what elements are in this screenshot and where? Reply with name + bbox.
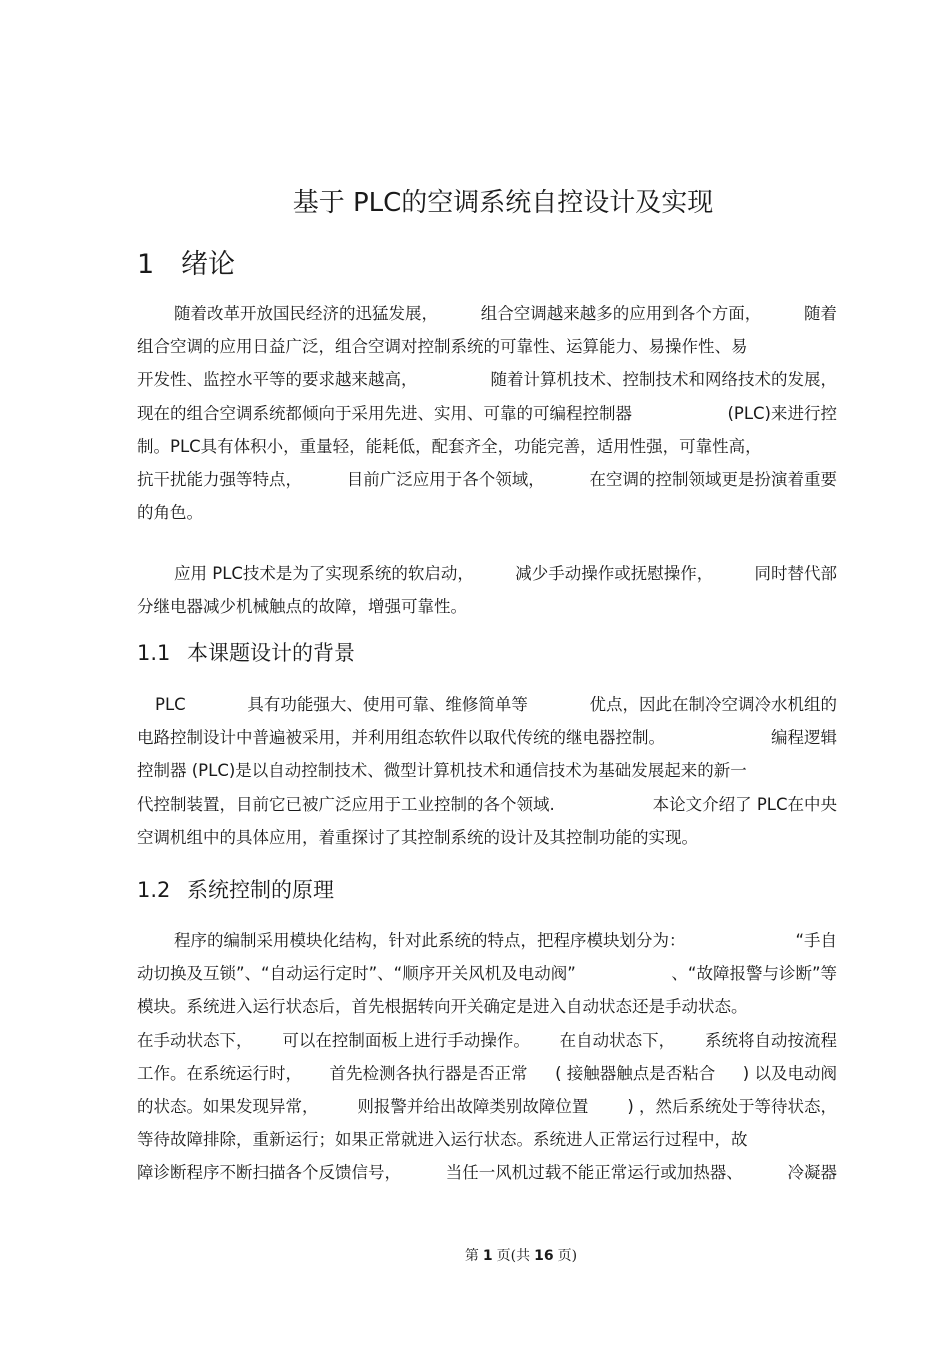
paragraph-line: 等待故障排除，重新运行；如果正常就进入运行状态。系统进人正常运行过程中，故	[137, 1130, 748, 1150]
paragraph-line: 组合空调的应用日益广泛，组合空调对控制系统的可靠性、运算能力、易操作性、易	[137, 337, 748, 357]
paragraph-line: 随着改革开放国民经济的迅猛发展， 组合空调越来越多的应用到各个方面， 随着	[174, 304, 837, 323]
paragraph-line: 代控制装置，目前它已被广泛应用于工业控制的各个领域. 本论文介绍了 PLC在中央	[137, 794, 837, 814]
paragraph-line: 程序的编制采用模块化结构，针对此系统的特点，把程序模块划分为： “手自	[174, 931, 837, 950]
paragraph-line: 工作。在系统运行时， 首先检测各执行器是否正常 ( 接触器触点是否粘合 ) 以及电动阀	[137, 1063, 837, 1083]
paragraph-line: PLC 具有功能强大、使用可靠、维修简单等 优点，因此在制冷空调冷水机组的	[155, 695, 837, 714]
paragraph-line: 模块。系统进入运行状态后，首先根据转向开关确定是进入自动状态还是手动状态。	[137, 997, 748, 1017]
chapter-number: 1	[137, 249, 155, 280]
paragraph-line: 电路控制设计中普遍被采用，并利用组态软件以取代传统的继电器控制。 编程逻辑	[137, 728, 837, 748]
page-number: 1	[482, 1248, 493, 1264]
paragraph-line: 的角色。	[137, 503, 203, 523]
paragraph-line: 障诊断程序不断扫描各个反馈信号， 当任一风机过载不能正常运行或加热器、 冷凝器	[137, 1163, 837, 1183]
page-total: 16	[534, 1248, 554, 1264]
section-heading-1-1	[137, 636, 355, 670]
paragraph-line: 动切换及互锁”、“自动运行定时”、“顺序开关风机及电动阀” 、“故障报警与诊断”等	[137, 964, 837, 984]
section-heading-1-2	[137, 873, 334, 907]
chapter-heading	[137, 245, 235, 285]
chapter-title: 绪论	[181, 249, 235, 280]
paragraph-line: 制。PLC具有体积小，重量轻，能耗低，配套齐全，功能完善，适用性强，可靠性高，	[137, 436, 762, 456]
document-title: 基于 PLC的空调系统自控设计及实现	[292, 188, 714, 218]
page-footer: 第 1 页(共 16 页)	[464, 1248, 578, 1264]
paragraph-line: 抗干扰能力强等特点， 目前广泛应用于各个领域， 在空调的控制领域更是扮演着重要	[137, 469, 837, 489]
paragraph-line: 控制器 (PLC)是以自动控制技术、微型计算机技术和通信技术为基础发展起来的新一	[137, 761, 747, 781]
paragraph-line: 在手动状态下， 可以在控制面板上进行手动操作。 在自动状态下， 系统将自动按流程	[137, 1030, 837, 1050]
section-number: 1.1	[137, 641, 171, 665]
section-number: 1.2	[137, 878, 171, 902]
principle-paragraph	[137, 924, 837, 1190]
paragraph-line: 应用 PLC技术是为了实现系统的软启动， 减少手动操作或抚慰操作， 同时替代部	[174, 564, 837, 583]
paragraph-line: 分继电器减少机械触点的故障，增强可靠性。	[137, 597, 467, 617]
background-paragraph	[137, 688, 837, 854]
intro-paragraph-2	[137, 557, 837, 623]
section-title: 系统控制的原理	[187, 878, 334, 902]
paragraph-line: 现在的组合空调系统都倾向于采用先进、实用、可靠的可编程控制器 (PLC)来进行控	[137, 403, 837, 423]
paragraph-line: 开发性、监控水平等的要求越来越高， 随着计算机技术、控制技术和网络技术的发展，	[137, 370, 837, 390]
section-title: 本课题设计的背景	[187, 641, 355, 665]
paragraph-line: 空调机组中的具体应用，着重探讨了其控制系统的设计及其控制功能的实现。	[137, 827, 698, 847]
paragraph-line: 的状态。如果发现异常， 则报警并给出故障类别故障位置 ) ，然后系统处于等待状态，	[137, 1096, 837, 1116]
intro-paragraph-1	[137, 297, 837, 529]
